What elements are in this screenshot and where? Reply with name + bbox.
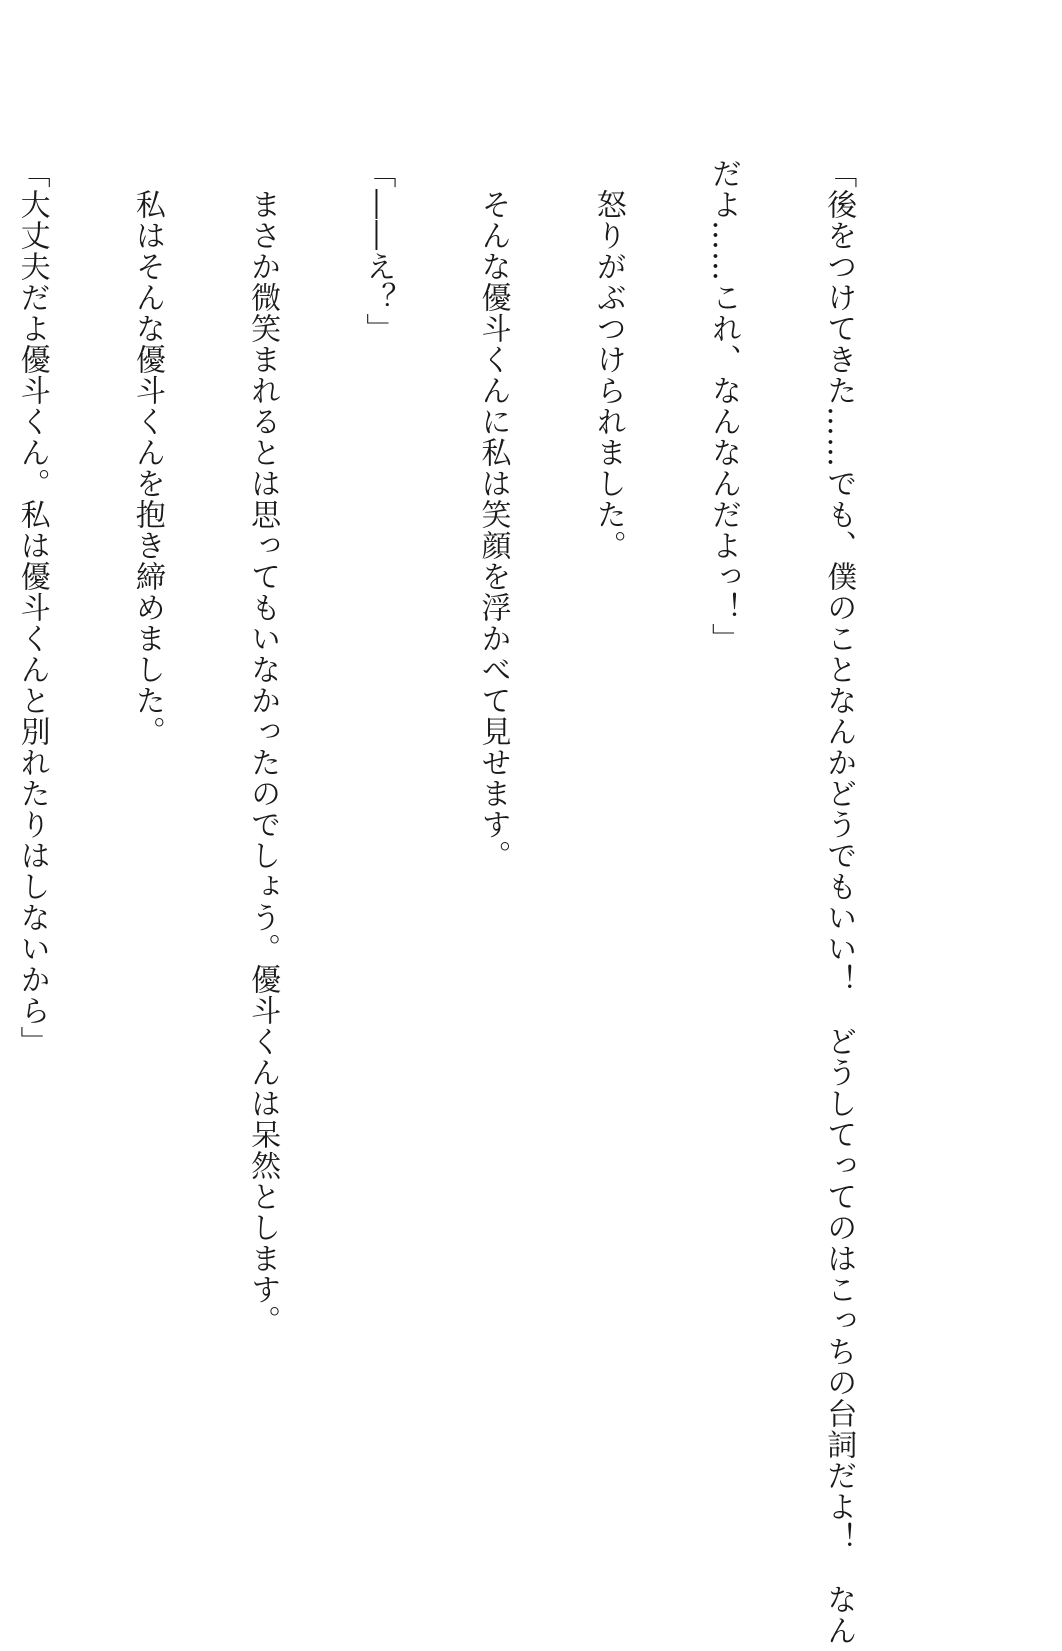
text-line: 「後をつけてきた……でも、僕のことなんかどうでもいい！ どうしてってのはこっちの台詞だよ！ なん	[821, 158, 857, 1646]
text-line: 私はそんな優斗くんを抱き締めました。	[129, 158, 165, 747]
text-line: そんな優斗くんに私は笑顔を浮かべて見せます。	[475, 158, 511, 871]
text-line: 「大丈夫だよ優斗くん。私は優斗くんと別れたりはしないから」	[14, 158, 50, 1057]
vertical-text-body	[0, 158, 934, 1646]
text-line: まさか微笑まれるとは思ってもいなかったのでしょう。優斗くんは呆然とします。	[245, 158, 281, 1336]
text-line: 怒りがぶつけられました。	[590, 158, 626, 561]
text-line: だよ……これ、なんなんだよっ！」	[705, 158, 741, 654]
text-line: 「――え？」	[360, 158, 396, 344]
